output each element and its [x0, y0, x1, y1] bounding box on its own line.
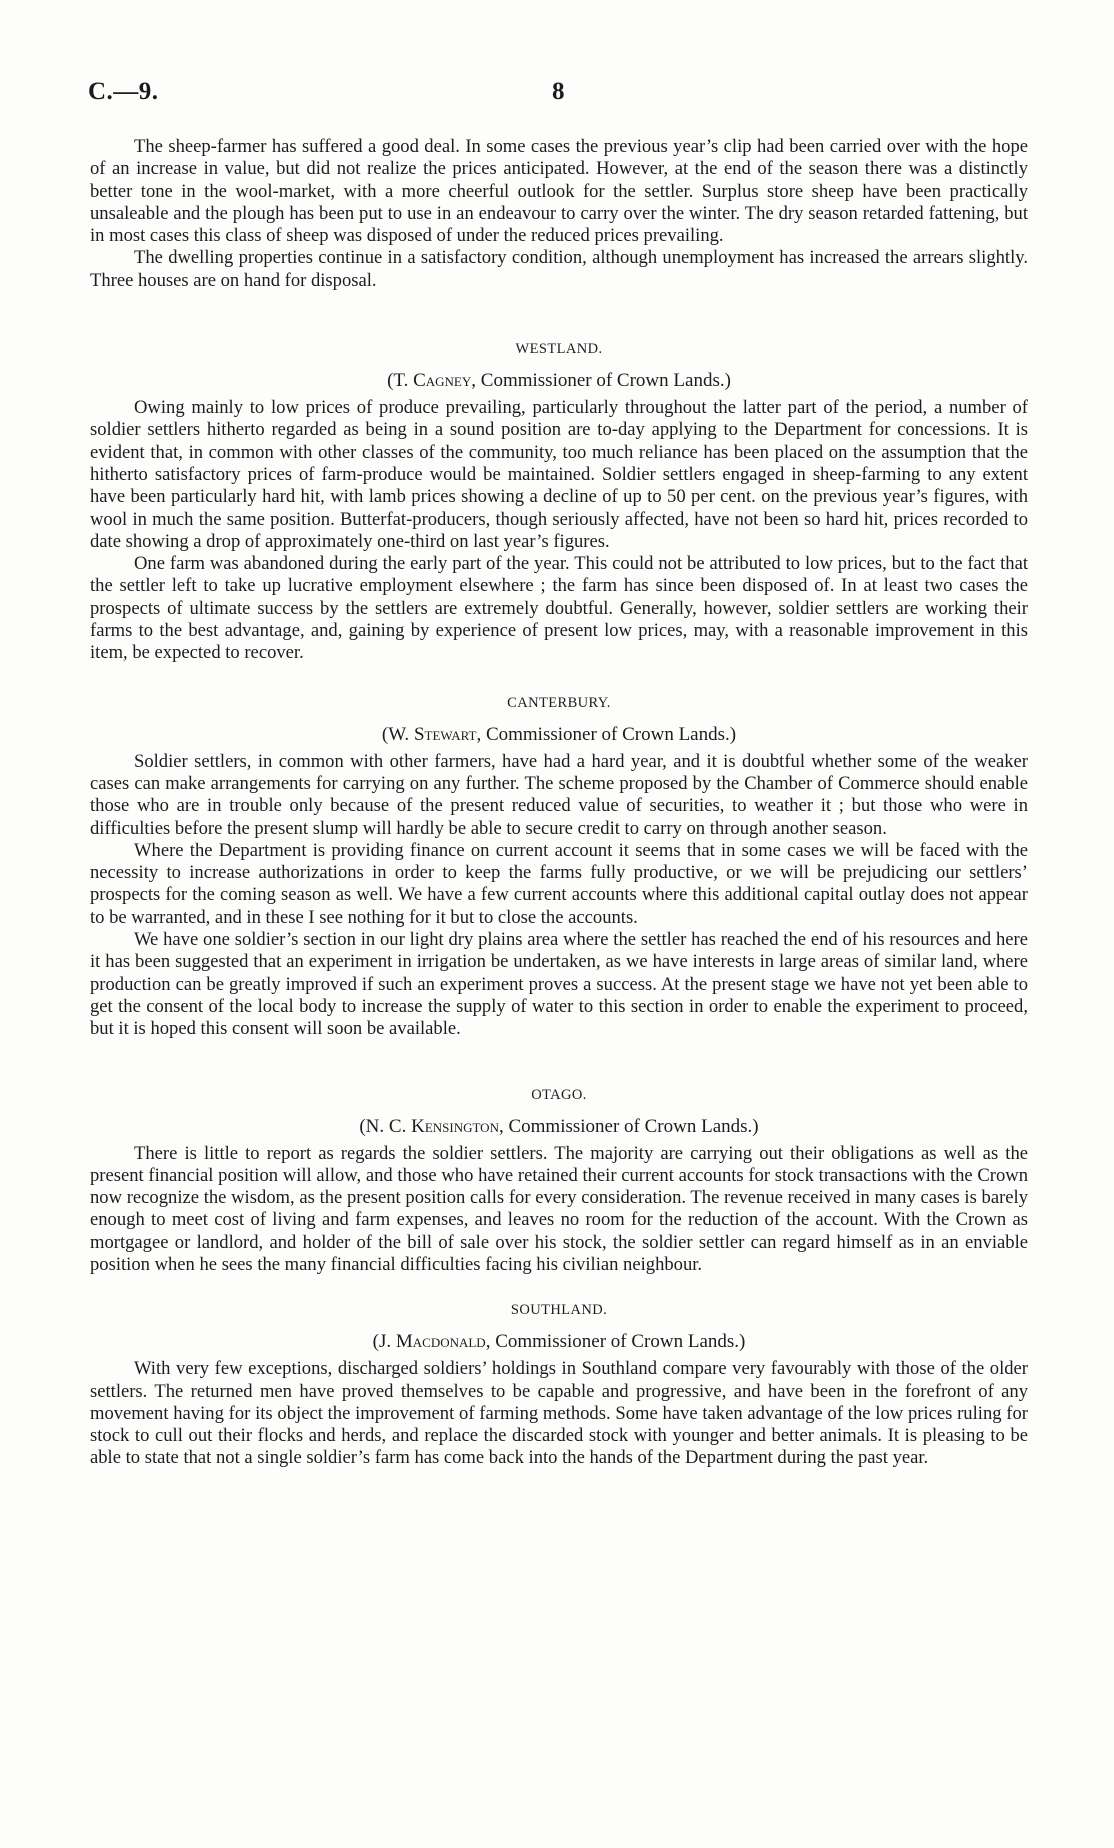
section-canterbury: [90, 695, 1028, 1041]
commissioner-title: , Commissioner of Crown Lands.): [476, 723, 737, 745]
section-westland: [90, 341, 1028, 665]
commissioner-initials: (W.: [381, 723, 414, 745]
commissioner-name: Stewart: [413, 723, 477, 745]
westland-paragraph-2: One farm was abandoned during the early part of the year. This could not be attributed to low prices, but to the fact that the settler left to take up lucrative employment elsewhere ; the farm has since been disposed of. In at least two cases the prospects of ultimate success by the settlers are extremely doubtful. Generally, however, soldier settlers are working their farms to the best advantage, and, gaining by experience of present low prices, may, with a reasonable improvement in this item, be expected to recover.: [90, 553, 1028, 664]
commissioner-line: [90, 370, 1028, 392]
section-otago: [90, 1087, 1028, 1277]
section-southland: [90, 1302, 1028, 1469]
commissioner-line: [90, 1116, 1028, 1138]
canterbury-paragraph-2: Where the Department is providing finance on current account it seems that in some cases we will be faced with the necessity to increase authorizations in order to keep the farms fully productive, or we will be prejudicing our settlers’ prospects for the coming season as well. We have a few current accounts where this additional capital outlay does not appear to be warranted, and in these I see nothing for it but to close the accounts.: [90, 839, 1028, 928]
section-heading: OTAGO.: [531, 1086, 587, 1103]
commissioner-title: , Commissioner of Crown Lands.): [471, 370, 731, 392]
commissioner-title: , Commissioner of Crown Lands.): [498, 1115, 759, 1137]
otago-paragraph-1: There is little to report as regards the soldier settlers. The majority are carrying out their obligations as well as the present financial position will allow, and those who have retained their current accounts for stock transactions with the Crown now recognize the wisdom, as the present position calls for every consideration. The revenue received in many cases is barely enough to meet cost of living and farm expenses, and leaves no room for the reduction of the account. With the Crown as mortgagee or landlord, and holder of the bill of sale over his stock, the soldier settler can regard himself as in an enviable position when he sees the many financial difficulties facing his civilian neighbour.: [90, 1142, 1028, 1275]
commissioner-title: , Commissioner of Crown Lands.): [485, 1331, 746, 1353]
section-heading: WESTLAND.: [515, 341, 603, 358]
section-heading: SOUTHLAND.: [510, 1302, 608, 1319]
document-code: C.—9.: [88, 78, 159, 105]
westland-paragraph-1: Owing mainly to low prices of produce prevailing, particularly throughout the latter part of the period, a number of soldier settlers hitherto regarded as being in a sound position are to-day applying to the Department for concessions. It is evident that, in common with other classes of the community, too much reliance has been placed on the assumption that the hitherto satisfactory prices of farm-produce would be maintained. Soldier settlers engaged in sheep-farming to any extent have been particularly hard hit, with lamb prices showing a decline of up to 50 per cent. on the previous year’s figures, with wool in much the same position. Butterfat-producers, though seriously affected, have not been so hard hit, prices recorded to date showing a drop of approximately one-third on last year’s figures.: [90, 397, 1028, 552]
commissioner-name: Cagney: [413, 370, 472, 392]
page-number: 8: [552, 78, 565, 105]
intro-paragraph-2: The dwelling properties continue in a satisfactory condition, although unemployment has increased the arrears slightly. Three houses are on hand for disposal.: [90, 247, 1028, 291]
page-body: [90, 136, 1028, 1470]
section-heading: CANTERBURY.: [507, 694, 611, 711]
southland-paragraph-1: With very few exceptions, discharged soldiers’ holdings in Southland compare very favourably with those of the older settlers. The returned men have proved themselves to be capable and progressive, and have been in the forefront of any movement having for its object the improvement of farming methods. Some have taken advantage of the low prices ruling for stock to cull out their flocks and herds, and replace the discarded stock with younger and better animals. It is pleasing to be able to state that not a single soldier’s farm has come back into the hands of the Department during the past year.: [90, 1358, 1028, 1469]
commissioner-initials: (N. C.: [359, 1115, 412, 1137]
canterbury-paragraph-1: Soldier settlers, in common with other farmers, have had a hard year, and it is doubtful whether some of the weaker cases can make arrangements for carrying on any further. The scheme proposed by the Chamber of Commerce should enable those who are in trouble only because of the present reduced value of securities, to weather it ; but those who were in difficulties before the present slump will hardly be able to secure credit to carry on through another season.: [90, 750, 1028, 839]
intro-paragraph-1: The sheep-farmer has suffered a good deal. In some cases the previous year’s clip had been carried over with the hope of an increase in value, but did not realize the prices anticipated. However, at the end of the season there was a distinctly better tone in the wool-market, with a more cheerful outlook for the settler. Surplus store sheep have been practically unsaleable and the plough has been put to use in an endeavour to carry over the winter. The dry season retarded fattening, but in most cases this class of sheep was disposed of under the reduced prices prevailing.: [90, 136, 1028, 247]
commissioner-name: Macdonald: [395, 1331, 486, 1353]
commissioner-line: [90, 1331, 1028, 1353]
commissioner-initials: (J.: [372, 1331, 396, 1353]
commissioner-initials: (T.: [387, 370, 414, 392]
canterbury-paragraph-3: We have one soldier’s section in our light dry plains area where the settler has reached the end of his resources and here it has been suggested that an experiment in irrigation be undertaken, as we have interests in large areas of similar land, where production can be greatly improved if such an experiment proves a success. At the present stage we have not yet been able to get the consent of the local body to increase the supply of water to this section in order to enable the experiment to proceed, but it is hoped this consent will soon be available.: [90, 929, 1028, 1040]
commissioner-name: Kensington: [411, 1115, 499, 1137]
commissioner-line: [90, 724, 1028, 746]
